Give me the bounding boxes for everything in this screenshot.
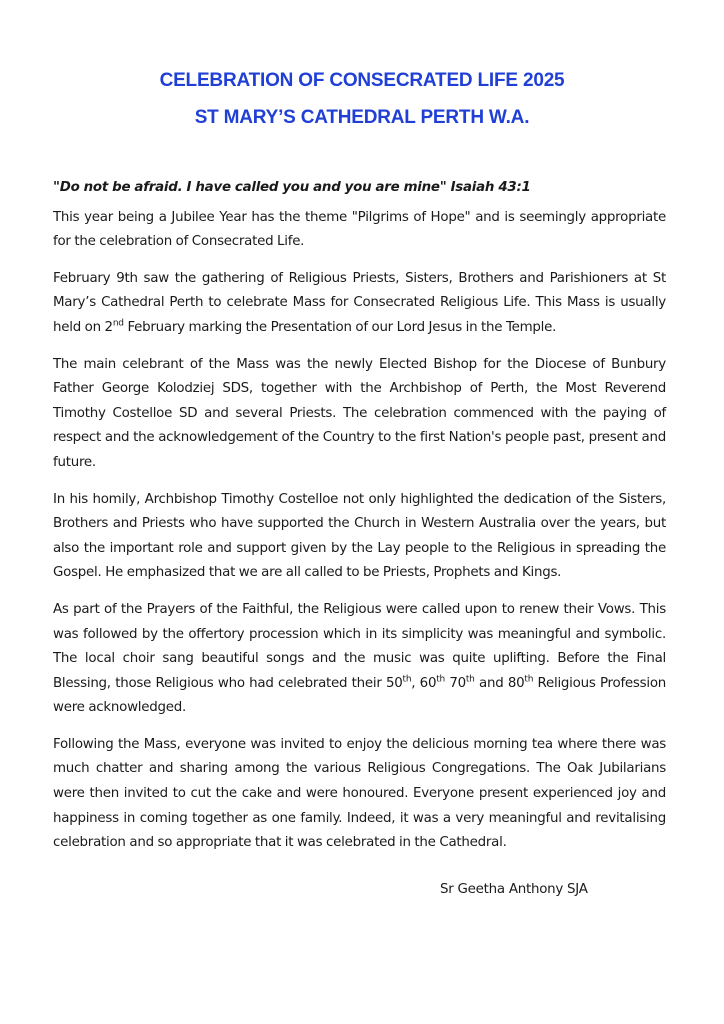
paragraph-gathering-text-2: February marking the Presentation of our Lord Jesus in the Temple. [123,319,557,335]
author-signature: Sr Geetha Anthony SJA [440,882,588,897]
ordinal-suffix: th [465,674,475,685]
paragraph-gathering-text-1: February 9th saw the gathering of Religious Priests, Sisters, Brothers and Parishioners at St Mary’s Cathedral Perth to celebrate Mass for Consecrated Religious Life. This Mass is usually held on 2 [53,270,666,335]
ordinal-suffix: th [436,674,445,685]
scripture-quote: "Do not be afraid. I have called you and you are mine" Isaiah 43:1 [53,180,531,195]
document-subtitle: ST MARY’S CATHEDRAL PERTH W.A. [194,107,530,128]
paragraph-gathering [53,267,666,341]
ordinal-suffix: nd [112,318,124,329]
paragraph-prayers-text-5: Religious Profession were acknowledged. [53,675,666,716]
article-body [53,176,666,868]
paragraph-celebrant: The main celebrant of the Mass was the newly Elected Bishop for the Diocese of Bunbury Father George Kolodziej SDS, together with the Archbishop of Perth, the Most Reverend Timothy Costelloe SD and several Priests. The celebration commenced with the paying of respect and the acknowledgement of the Country to the first Nation's people past, present and future. [53,356,666,470]
paragraph-homily: In his homily, Archbishop Timothy Costelloe not only highlighted the dedication of the Sisters, Brothers and Priests who have supported the Church in Western Australia over the years, but also the important role and support given by the Lay people to the Religious in spreading the Gospel. He emphasized that we are all called to be Priests, Prophets and Kings. [53,491,666,581]
paragraph-prayers-text-4: and 80 [474,675,525,691]
paragraph-morning-tea: Following the Mass, everyone was invited to enjoy the delicious morning tea where there was much chatter and sharing among the various Religious Congregations. The Oak Jubilarians were then invited to cut the cake and were honoured. Everyone present experienced joy and happiness in coming together as one family. Indeed, it was a very meaningful and revitalising celebration and so appropriate that it was celebrated in the Cathedral. [53,736,666,851]
ordinal-suffix: th [524,674,534,685]
paragraph-prayers [53,598,666,721]
paragraph-jubilee: This year being a Jubilee Year has the theme "Pilgrims of Hope" and is seemingly appropriate for the celebration of Consecrated Life. [53,209,666,250]
ordinal-suffix: th [402,674,412,685]
paragraph-prayers-text-1: As part of the Prayers of the Faithful, the Religious were called upon to renew their Vows. This was followed by the offertory procession which in its simplicity was meaningful and symbolic. The local choir sang beautiful songs and the music was quite uplifting. Before the Final Blessing, those Religious who had celebrated their 50 [53,601,666,691]
paragraph-prayers-text-2: , 60 [411,675,437,691]
document-title: CELEBRATION OF CONSECRATED LIFE 2025 [159,70,565,91]
paragraph-prayers-text-3: 70 [444,675,466,691]
